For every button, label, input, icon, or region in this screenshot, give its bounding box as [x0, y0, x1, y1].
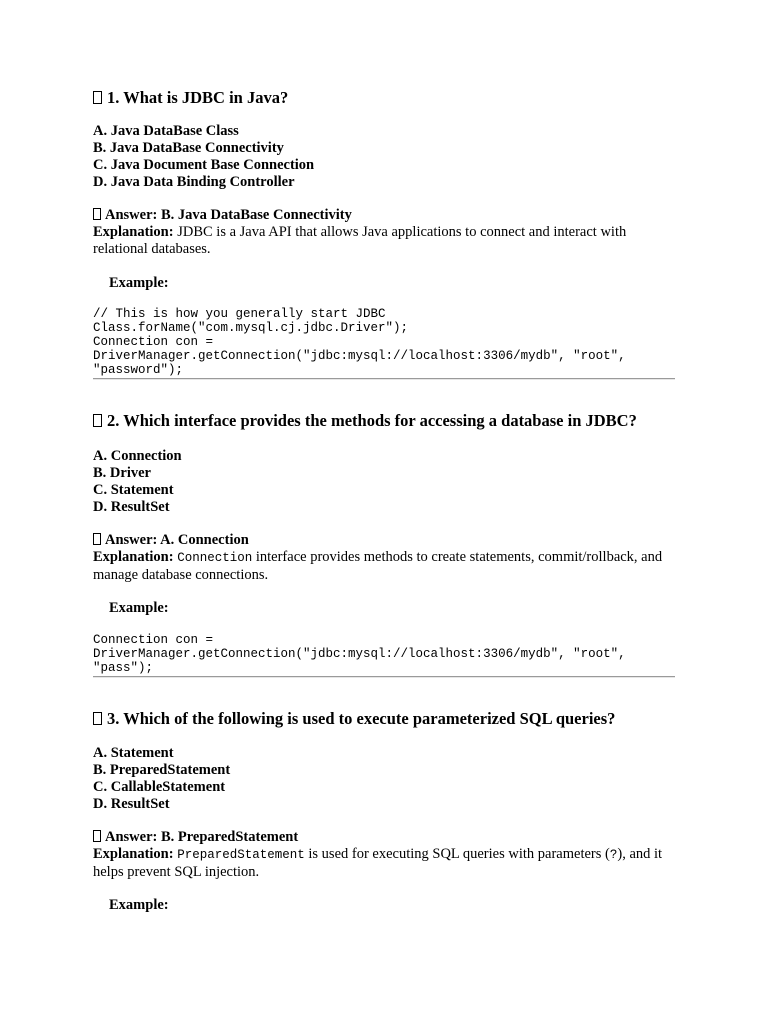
- option-c: C. Java Document Base Connection: [93, 157, 315, 173]
- option-d: D. ResultSet: [93, 499, 170, 515]
- missing-glyph-icon: [93, 414, 102, 427]
- question-2-title: [93, 411, 637, 431]
- option-a: A. Statement: [93, 745, 174, 761]
- explanation-label: Explanation:: [93, 846, 174, 862]
- question-2-answer: [93, 532, 249, 549]
- question-3-title: [93, 709, 615, 729]
- missing-glyph-icon: [93, 91, 102, 104]
- missing-glyph-icon: [93, 830, 101, 842]
- question-3-answer: [93, 829, 298, 846]
- answer-text: Answer: B. Java DataBase Connectivity: [105, 207, 352, 223]
- question-3-explanation: [93, 846, 675, 881]
- question-2-code-block: Connection con = DriverManager.getConnection("jdbc:mysql://localhost:3306/mydb", "root", "pass");: [93, 633, 626, 675]
- explanation-code: Connection: [177, 551, 253, 565]
- question-1-title-text: 1. What is JDBC in Java?: [107, 88, 289, 107]
- option-c: C. CallableStatement: [93, 779, 226, 795]
- option-a: A. Java DataBase Class: [93, 123, 239, 139]
- explanation-label: Explanation:: [93, 224, 174, 240]
- divider: [93, 676, 675, 678]
- answer-text: Answer: B. PreparedStatement: [105, 829, 299, 845]
- option-b: B. PreparedStatement: [93, 762, 231, 778]
- option-c: C. Statement: [93, 482, 174, 498]
- missing-glyph-icon: [93, 208, 101, 220]
- question-2-options: [93, 448, 182, 516]
- option-d: D. ResultSet: [93, 796, 170, 812]
- question-1-title: [93, 88, 288, 108]
- answer-text: Answer: A. Connection: [105, 532, 249, 548]
- question-2-example-label: Example:: [109, 600, 169, 616]
- explanation-text: JDBC is a Java API that allows Java applications to connect and interact with relational databases.: [93, 224, 627, 257]
- explanation-text-end: ), and it helps prevent SQL injection.: [93, 846, 663, 880]
- missing-glyph-icon: [93, 712, 102, 725]
- explanation-code-placeholder: ?: [609, 848, 618, 862]
- question-2-explanation: [93, 549, 675, 584]
- option-a: A. Connection: [93, 448, 182, 464]
- question-2-title-text: 2. Which interface provides the methods for accessing a database in JDBC?: [107, 411, 637, 430]
- divider: [93, 378, 675, 380]
- missing-glyph-icon: [93, 533, 101, 545]
- question-3-options: [93, 745, 230, 813]
- option-b: B. Java DataBase Connectivity: [93, 140, 284, 156]
- option-d: D. Java Data Binding Controller: [93, 174, 295, 190]
- option-b: B. Driver: [93, 465, 151, 481]
- question-1-code-block: // This is how you generally start JDBC Class.forName("com.mysql.cj.jdbc.Driver"); Connection con = DriverManager.getConnection("jdbc:mysql://localhost:3306/mydb", "root", "password");: [93, 307, 626, 377]
- question-1-example-label: Example:: [109, 275, 169, 291]
- question-1-options: [93, 123, 314, 191]
- explanation-label: Explanation:: [93, 549, 174, 565]
- question-3-title-text: 3. Which of the following is used to execute parameterized SQL queries?: [107, 709, 616, 728]
- question-3-example-label: Example:: [109, 897, 169, 913]
- explanation-text: interface provides methods to create statements, commit/rollback, and manage database connections.: [93, 549, 663, 583]
- explanation-code: PreparedStatement: [177, 848, 305, 862]
- question-1-explanation: [93, 224, 675, 258]
- explanation-text: is used for executing SQL queries with parameters (: [304, 846, 610, 862]
- question-1-answer: [93, 207, 352, 224]
